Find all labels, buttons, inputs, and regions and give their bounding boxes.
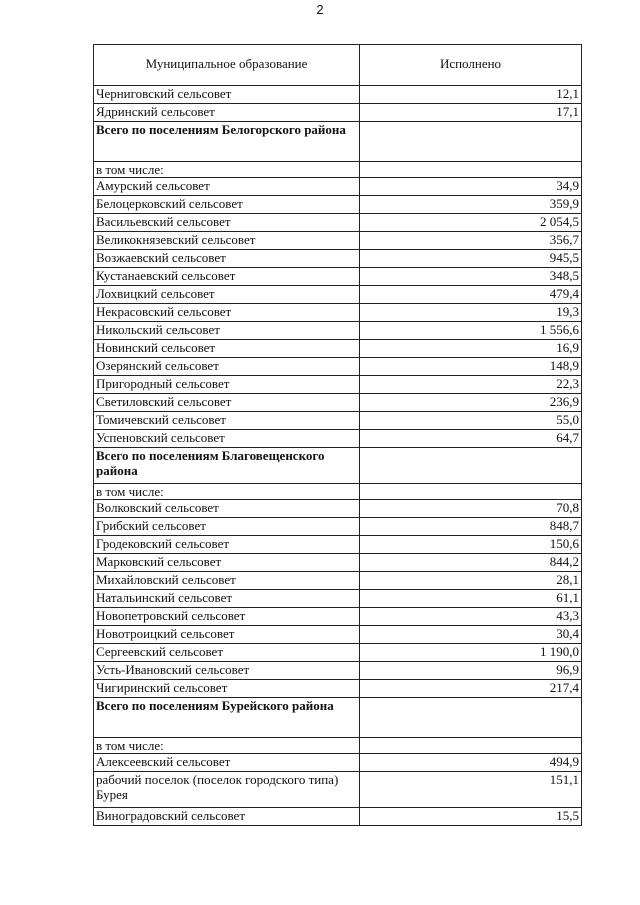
page-number: 2: [316, 2, 324, 17]
executed-value-cell: 151,1: [360, 772, 582, 808]
municipality-name-cell: Никольский сельсовет: [94, 322, 360, 340]
executed-value-cell: [360, 484, 582, 500]
table-row: [94, 196, 582, 214]
municipality-name-cell: Натальинский сельсовет: [94, 590, 360, 608]
table-row: [94, 358, 582, 376]
header-municipality: Муниципальное образование: [94, 45, 360, 86]
municipality-name-cell: Некрасовский сельсовет: [94, 304, 360, 322]
table-row: [94, 536, 582, 554]
table-body: [94, 86, 582, 826]
executed-value-cell: 356,7: [360, 232, 582, 250]
table-row: [94, 554, 582, 572]
municipality-name-cell: Ядринский сельсовет: [94, 104, 360, 122]
executed-value-cell: 16,9: [360, 340, 582, 358]
table-row: [94, 626, 582, 644]
municipality-name-cell: в том числе:: [94, 738, 360, 754]
header-executed: Исполнено: [360, 45, 582, 86]
table-row: [94, 286, 582, 304]
executed-value-cell: 844,2: [360, 554, 582, 572]
table-row: [94, 808, 582, 826]
executed-value-cell: 70,8: [360, 500, 582, 518]
table-row: [94, 754, 582, 772]
municipality-name-cell: Амурский сельсовет: [94, 178, 360, 196]
table-row: [94, 590, 582, 608]
table-row: [94, 518, 582, 536]
municipality-name-cell: Возжаевский сельсовет: [94, 250, 360, 268]
municipality-name-cell: Усть-Ивановский сельсовет: [94, 662, 360, 680]
municipality-name-cell: рабочий поселок (поселок городского типа) Бурея: [94, 772, 360, 808]
executed-value-cell: 236,9: [360, 394, 582, 412]
table-row: [94, 608, 582, 626]
table-header-row: [94, 45, 582, 86]
municipality-name-cell: Озерянский сельсовет: [94, 358, 360, 376]
table-row: [94, 680, 582, 698]
municipality-name-cell: Всего по поселениям Благовещенского района: [94, 448, 360, 484]
table-row: [94, 322, 582, 340]
table-row: [94, 214, 582, 232]
executed-value-cell: 28,1: [360, 572, 582, 590]
executed-value-cell: 61,1: [360, 590, 582, 608]
municipality-name-cell: Великокнязевский сельсовет: [94, 232, 360, 250]
municipality-name-cell: Белоцерковский сельсовет: [94, 196, 360, 214]
executed-value-cell: 348,5: [360, 268, 582, 286]
executed-value-cell: 30,4: [360, 626, 582, 644]
table-row: [94, 376, 582, 394]
municipality-name-cell: Гродековский сельсовет: [94, 536, 360, 554]
municipality-name-cell: Черниговский сельсовет: [94, 86, 360, 104]
table-row-district-total: [94, 698, 582, 738]
executed-value-cell: 217,4: [360, 680, 582, 698]
table-row: [94, 644, 582, 662]
municipality-name-cell: Васильевский сельсовет: [94, 214, 360, 232]
municipality-name-cell: Всего по поселениям Белогорского района: [94, 122, 360, 162]
executed-value-cell: 150,6: [360, 536, 582, 554]
executed-value-cell: 148,9: [360, 358, 582, 376]
municipality-name-cell: Алексеевский сельсовет: [94, 754, 360, 772]
table-row: [94, 412, 582, 430]
municipality-name-cell: Светиловский сельсовет: [94, 394, 360, 412]
municipality-name-cell: в том числе:: [94, 162, 360, 178]
table-row-subheading: [94, 162, 582, 178]
municipality-name-cell: Новинский сельсовет: [94, 340, 360, 358]
municipality-name-cell: в том числе:: [94, 484, 360, 500]
municipality-name-cell: Всего по поселениям Бурейского района: [94, 698, 360, 738]
executed-value-cell: 22,3: [360, 376, 582, 394]
municipality-name-cell: Кустанаевский сельсовет: [94, 268, 360, 286]
table-row: [94, 86, 582, 104]
executed-value-cell: [360, 738, 582, 754]
table-row: [94, 340, 582, 358]
municipality-name-cell: Лохвицкий сельсовет: [94, 286, 360, 304]
executed-value-cell: 34,9: [360, 178, 582, 196]
municipality-name-cell: Сергеевский сельсовет: [94, 644, 360, 662]
table-row: [94, 572, 582, 590]
executed-value-cell: 19,3: [360, 304, 582, 322]
municipality-name-cell: Успеновский сельсовет: [94, 430, 360, 448]
municipality-name-cell: Волковский сельсовет: [94, 500, 360, 518]
executed-value-cell: 359,9: [360, 196, 582, 214]
executed-value-cell: 43,3: [360, 608, 582, 626]
executed-value-cell: 848,7: [360, 518, 582, 536]
municipality-name-cell: Марковский сельсовет: [94, 554, 360, 572]
table-row: [94, 250, 582, 268]
executed-value-cell: 479,4: [360, 286, 582, 304]
table-row: [94, 178, 582, 196]
table-row-district-total: [94, 448, 582, 484]
municipality-name-cell: Новотроицкий сельсовет: [94, 626, 360, 644]
table-row-subheading: [94, 738, 582, 754]
executed-value-cell: 2 054,5: [360, 214, 582, 232]
executed-value-cell: 15,5: [360, 808, 582, 826]
budget-execution-table: [93, 44, 582, 826]
executed-value-cell: 12,1: [360, 86, 582, 104]
table-row: [94, 394, 582, 412]
executed-value-cell: [360, 122, 582, 162]
executed-value-cell: 17,1: [360, 104, 582, 122]
table-row-subheading: [94, 484, 582, 500]
municipality-name-cell: Томичевский сельсовет: [94, 412, 360, 430]
executed-value-cell: 64,7: [360, 430, 582, 448]
municipality-name-cell: Виноградовский сельсовет: [94, 808, 360, 826]
municipality-name-cell: Чигиринский сельсовет: [94, 680, 360, 698]
table-row: [94, 304, 582, 322]
table-row: [94, 500, 582, 518]
executed-value-cell: 96,9: [360, 662, 582, 680]
executed-value-cell: [360, 698, 582, 738]
executed-value-cell: 1 556,6: [360, 322, 582, 340]
municipality-name-cell: Пригородный сельсовет: [94, 376, 360, 394]
table-row: [94, 232, 582, 250]
executed-value-cell: 1 190,0: [360, 644, 582, 662]
municipality-name-cell: Новопетровский сельсовет: [94, 608, 360, 626]
municipality-name-cell: Михайловский сельсовет: [94, 572, 360, 590]
table-row: [94, 772, 582, 808]
executed-value-cell: [360, 162, 582, 178]
executed-value-cell: 945,5: [360, 250, 582, 268]
table-row: [94, 430, 582, 448]
executed-value-cell: 494,9: [360, 754, 582, 772]
table-row-district-total: [94, 122, 582, 162]
table-row: [94, 268, 582, 286]
executed-value-cell: 55,0: [360, 412, 582, 430]
municipality-name-cell: Грибский сельсовет: [94, 518, 360, 536]
table-row: [94, 104, 582, 122]
table-row: [94, 662, 582, 680]
executed-value-cell: [360, 448, 582, 484]
